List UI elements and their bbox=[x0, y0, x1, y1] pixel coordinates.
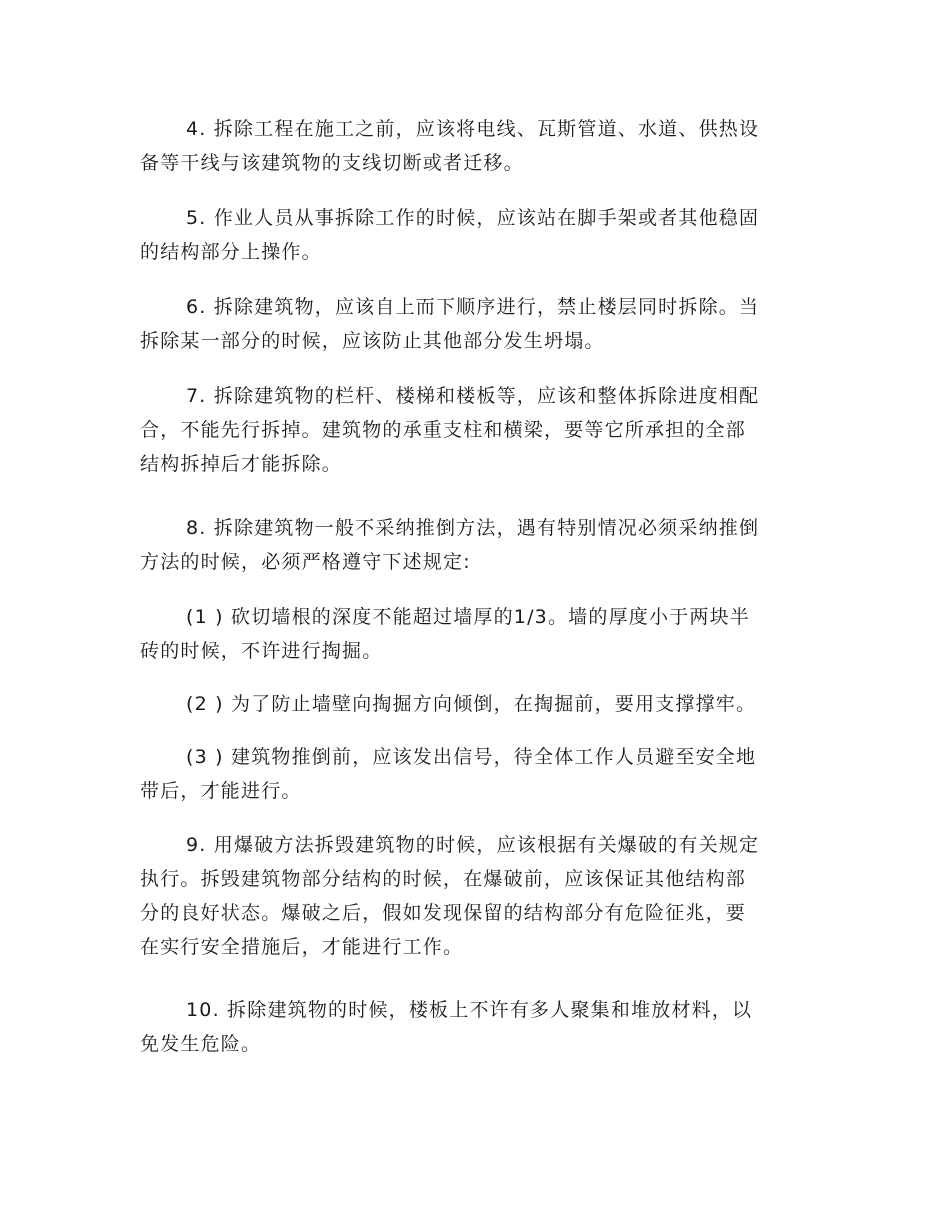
text-line: 砖的时候，不许进行掏掘。 bbox=[140, 640, 383, 662]
text-line: 方法的时候，必须严格遵守下述规定: bbox=[140, 551, 471, 573]
text-line: 合，不能先行拆掉。建筑物的承重支柱和横梁，要等它所承担的全部 bbox=[140, 419, 747, 441]
paragraph-item-6 bbox=[140, 290, 820, 358]
text-line: 7. 拆除建筑物的栏杆、楼梯和楼板等，应该和整体拆除进度相配 bbox=[186, 385, 760, 407]
text-line: 6. 拆除建筑物，应该自上而下顺序进行，禁止楼层同时拆除。当 bbox=[186, 296, 760, 318]
paragraph-rule-1 bbox=[140, 600, 820, 668]
text-line: 带后，才能进行。 bbox=[140, 780, 302, 802]
text-line: 的结构部分上操作。 bbox=[140, 241, 322, 263]
text-line: 免发生危险。 bbox=[140, 1033, 262, 1055]
text-line: 10. 拆除建筑物的时候，楼板上不许有多人聚集和堆放材料，以 bbox=[186, 999, 753, 1021]
text-line: 5. 作业人员从事拆除工作的时候，应该站在脚手架或者其他稳固 bbox=[186, 207, 760, 229]
text-line: (2 ) 为了防止墙壁向掏掘方向倾倒，在掏掘前，要用支撑撑牢。 bbox=[186, 693, 757, 715]
text-line: 4. 拆除工程在施工之前，应该将电线、瓦斯管道、水道、供热设 bbox=[186, 118, 760, 140]
text-line: 执行。拆毁建筑物部分结构的时候，在爆破前，应该保证其他结构部 bbox=[140, 868, 747, 890]
paragraph-item-4 bbox=[140, 112, 820, 180]
text-line: 分的良好状态。爆破之后，假如发现保留的结构部分有危险征兆，要 bbox=[140, 902, 747, 924]
paragraph-rule-3 bbox=[140, 740, 820, 808]
text-line: 结构拆掉后才能拆除。 bbox=[140, 453, 343, 475]
paragraph-item-10 bbox=[140, 993, 820, 1061]
paragraph-item-8 bbox=[140, 511, 820, 579]
text-line: 9. 用爆破方法拆毁建筑物的时候，应该根据有关爆破的有关规定 bbox=[186, 834, 760, 856]
text-line: 在实行安全措施后，才能进行工作。 bbox=[140, 936, 464, 958]
paragraph-rule-2 bbox=[140, 687, 820, 721]
paragraph-item-5 bbox=[140, 201, 820, 269]
paragraph-item-9 bbox=[140, 828, 820, 964]
text-line: (1 ) 砍切墙根的深度不能超过墙厚的1/3。墙的厚度小于两块半 bbox=[186, 606, 750, 628]
text-line: 8. 拆除建筑物一般不采纳推倒方法，遇有特别情况必须采纳推倒 bbox=[186, 517, 760, 539]
text-line: (3 ) 建筑物推倒前，应该发出信号，待全体工作人员避至安全地 bbox=[186, 746, 757, 768]
text-line: 备等干线与该建筑物的支线切断或者迁移。 bbox=[140, 152, 524, 174]
text-line: 拆除某一部分的时候，应该防止其他部分发生坍塌。 bbox=[140, 330, 605, 352]
paragraph-item-7 bbox=[140, 379, 820, 481]
